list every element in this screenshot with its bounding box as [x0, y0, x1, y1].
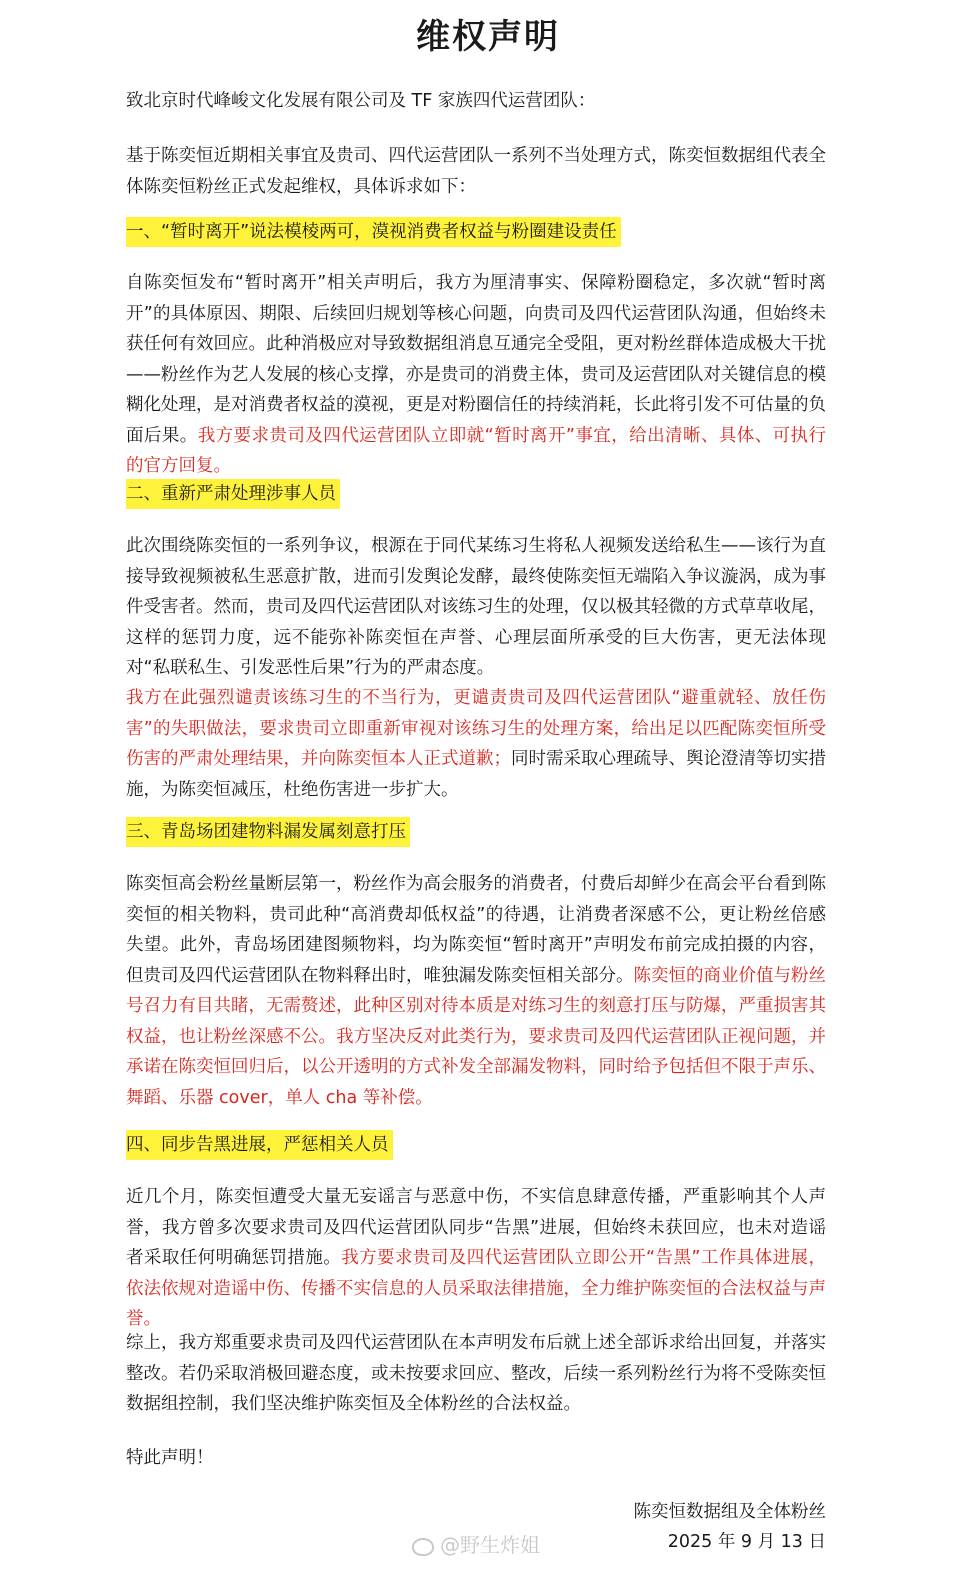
section-demand-text: 我方要求贵司及四代运营团队立即公开“告黑”工作具体进展，依法依规对造谣中伤、传播不实信息的人员采取法律措施，全力维护陈奕恒的合法权益与声誉。: [126, 1248, 826, 1329]
conclusion-paragraph: 综上，我方郑重要求贵司及四代运营团队在本声明发布后就上述全部诉求给出回复，并落实整改。若仍采取消极回避态度，或未按要求回应、整改，后续一系列粉丝行为将不受陈奕恒数据组控制，我们坚决维护陈奕恒及全体粉丝的合法权益。: [126, 1333, 826, 1414]
section-body-text: 自陈奕恒发布“暂时离开”相关声明后，我方为厘清事实、保障粉圈稳定，多次就“暂时离开”的具体原因、期限、后续回归规划等核心问题，向贵司及四代运营团队沟通，但始终未获任何有效回应。此种消极应对导致数据组消息互通完全受阻，更对粉丝群体造成极大干扰——粉丝作为艺人发展的核心支撑，亦是贵司的消费主体，贵司及运营团队对关键信息的模糊化处理，是对消费者权益的漠视，更是对粉圈信任的持续消耗，长此将引发不可估量的负面后果。: [126, 273, 826, 446]
addressee: 致北京时代峰峻文化发展有限公司及 TF 家族四代运营团队：: [126, 91, 596, 111]
section-body-text: 近几个月，陈奕恒遭受大量无妄谣言与恶意中伤，不实信息肆意传播，严重影响其个人声誉，我方曾多次要求贵司及四代运营团队同步“告黑”进展，但始终未获回应，也未对造谣者采取任何明确惩罚措施。: [126, 1187, 826, 1268]
weibo-icon: [412, 1538, 434, 1556]
section-heading: 三、青岛场团建物料漏发属刻意打压: [126, 817, 410, 847]
section-heading: 四、同步告黑进展，严惩相关人员: [126, 1130, 393, 1160]
section-1-body: [126, 268, 826, 482]
section-1: [126, 217, 826, 247]
section-2: [126, 479, 826, 509]
section-demand-text: 我方在此强烈谴责该练习生的不当行为，更谴责贵司及四代运营团队“避重就轻、放任伤害”的失职做法，要求贵司立即重新审视对该练习生的处理方案，给出足以匹配陈奕恒所受伤害的严肃处理结果，并向陈奕恒本人正式道歉；: [126, 688, 826, 769]
document-title: 维权声明: [416, 17, 560, 57]
section-4-body: [126, 1182, 826, 1335]
section-2-demand: [126, 683, 826, 805]
section-3-body: [126, 869, 826, 1113]
section-demand-text: 我方要求贵司及四代运营团队立即就“暂时离开”事宜，给出清晰、具体、可执行的官方回复。: [126, 425, 826, 476]
section-4: [126, 1130, 826, 1160]
watermark: [412, 1530, 540, 1560]
section-2-body: 此次围绕陈奕恒的一系列争议，根源在于同代某练习生将私人视频发送给私生——该行为直接导致视频被私生恶意扩散，进而引发舆论发酵，最终使陈奕恒无端陷入争议漩涡，成为事件受害者。然而，贵司及四代运营团队对该练习生的处理，仅以极其轻微的方式草草收尾，这样的惩罚力度，远不能弥补陈奕恒在声誉、心理层面所承受的巨大伤害，更无法体现对“私联私生、引发恶性后果”行为的严肃态度。: [126, 536, 826, 678]
watermark-text: @野生炸姐: [440, 1533, 540, 1557]
section-demand-text: 陈奕恒的商业价值与粉丝号召力有目共睹，无需赘述，此种区别对待本质是对练习生的刻意打压与防爆，严重损害其权益，也让粉丝深感不公。我方坚决反对此类行为，要求贵司及四代运营团队正视问题，并承诺在陈奕恒回归后，以公开透明的方式补发全部漏发物料，同时给予包括但不限于声乐、舞蹈、乐器 cover，单人 cha 等补偿。: [126, 965, 826, 1108]
section-tail-text: 同时需采取心理疏导、舆论澄清等切实措施，为陈奕恒减压，杜绝伤害进一步扩大。: [126, 749, 826, 800]
date: 2025 年 9 月 13 日: [667, 1532, 826, 1552]
section-body-text: 陈奕恒高会粉丝量断层第一，粉丝作为高会服务的消费者，付费后却鲜少在高会平台看到陈奕恒的相关物料，贵司此种“高消费却低权益”的待遇，让消费者深感不公，更让粉丝倍感失望。此外，青岛场团建图频物料，均为陈奕恒“暂时离开”声明发布前完成拍摄的内容，但贵司及四代运营团队在物料释出时，唯独漏发陈奕恒相关部分。: [126, 874, 826, 986]
section-heading: 二、重新严肃处理涉事人员: [126, 479, 340, 509]
closing-line: 特此声明！: [126, 1448, 214, 1468]
intro-paragraph: 基于陈奕恒近期相关事宜及贵司、四代运营团队一系列不当处理方式，陈奕恒数据组代表全体陈奕恒粉丝正式发起维权，具体诉求如下：: [126, 146, 826, 197]
section-3: [126, 817, 826, 847]
section-heading: 一、“暂时离开”说法模棱两可，漠视消费者权益与粉圈建设责任: [126, 217, 621, 247]
signature: 陈奕恒数据组及全体粉丝: [633, 1502, 826, 1522]
